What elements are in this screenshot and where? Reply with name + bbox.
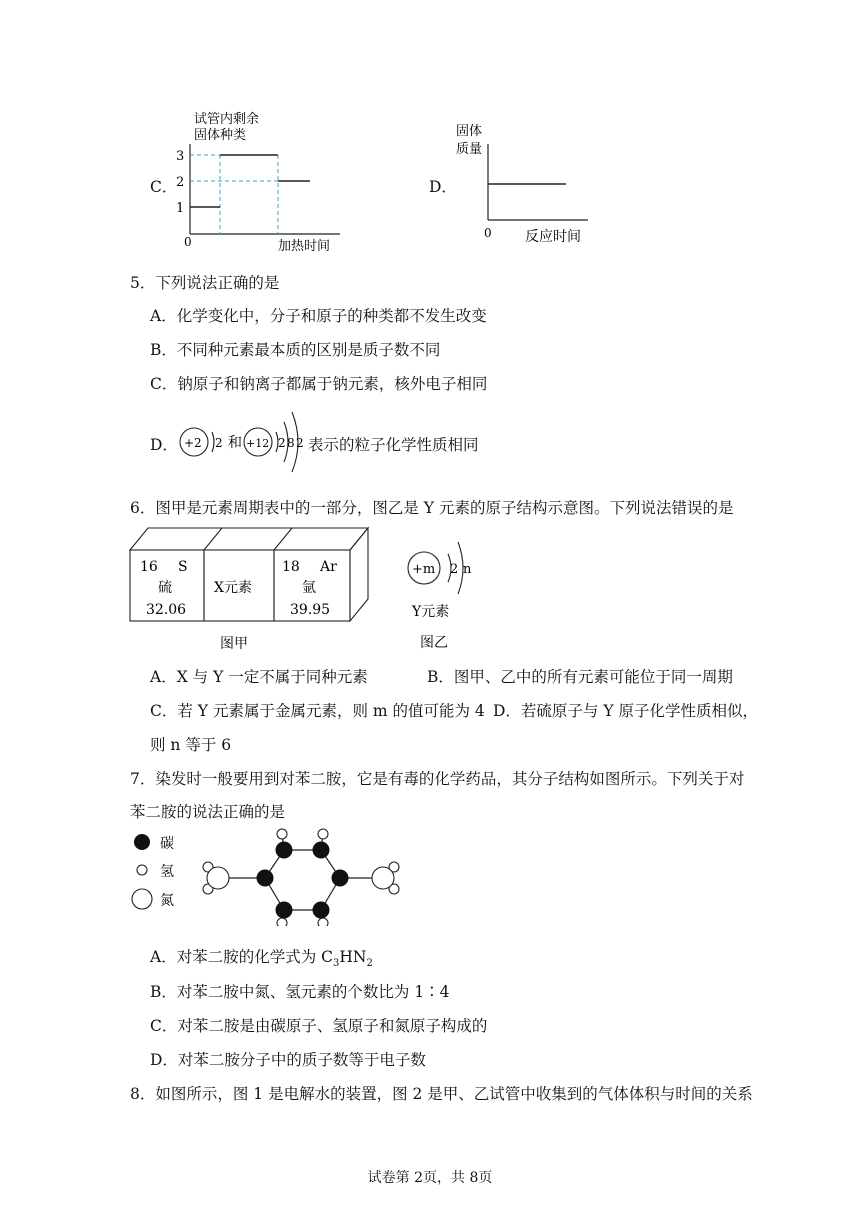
q5-option-d-tail: 表示的粒子化学性质相同: [308, 436, 479, 454]
q6-y-atom-diagram: [400, 528, 500, 656]
q6-periodic-table-fragment: [128, 526, 378, 656]
q5-atom2-shell-3: 2: [296, 436, 304, 450]
q6-option-b: B．图甲、乙中的所有元素可能位于同一周期: [427, 668, 733, 686]
cell3-mass: 39.95: [290, 602, 331, 618]
legend-nitrogen-dot: [132, 889, 152, 909]
graph-c-xlabel: 加热时间: [278, 239, 331, 254]
legend-carbon: 碳: [160, 836, 174, 852]
q7-option-d: D．对苯二胺分子中的质子数等于电子数: [150, 1051, 426, 1069]
q6-option-d-cont: 则 n 等于 6: [150, 736, 232, 754]
graph-d-ylabel-1: 固体: [456, 124, 483, 139]
graph-d-ylabel-2: 质量: [456, 142, 483, 157]
cell1-name: 硫: [158, 580, 172, 596]
q5-atom2-nucleus: +12: [246, 437, 270, 450]
cell3-name: 氩: [302, 580, 316, 596]
cell1-number: 16: [140, 559, 158, 575]
q7-stem-1: 7．染发时一般要用到对苯二胺，它是有毒的化学药品，其分子结构如图所示。下列关于对: [130, 770, 745, 788]
cell3-symbol: Ar: [320, 559, 337, 575]
molecule-bonds: [208, 834, 394, 924]
molecule-nitrogen-left: [207, 867, 229, 889]
cell2-name: X元素: [214, 580, 252, 596]
y-shell-1: 2: [450, 562, 459, 577]
y-shell-2: n: [463, 562, 472, 577]
legend-carbon-dot: [134, 834, 150, 850]
legend-hydrogen: 氢: [160, 864, 174, 880]
q5-option-a: A．化学变化中，分子和原子的种类都不发生改变: [150, 307, 487, 325]
caption-jia: 图甲: [220, 636, 248, 652]
option-d-label: D．: [429, 178, 457, 196]
graph-c-tick-1: 1: [176, 201, 185, 216]
q8-stem: 8．如图所示，图 1 是电解水的装置，图 2 是甲、乙试管中收集到的气体体积与时间的关系: [130, 1085, 753, 1103]
q5-option-c: C．钠原子和钠离子都属于钠元素，核外电子相同: [150, 375, 488, 393]
q5-atom1-shell: 2: [215, 436, 223, 450]
q5-option-d-label: D．: [150, 436, 178, 454]
graph-c-ylabel-1: 试管内剩余: [194, 112, 260, 127]
y-element-label: Y元素: [412, 604, 450, 620]
graph-c-tick-3: 3: [176, 149, 185, 164]
q5-stem: 5．下列说法正确的是: [130, 274, 280, 292]
q6-option-c: C．若 Y 元素属于金属元素，则 m 的值可能为 4: [150, 702, 485, 720]
q5-and: 和: [228, 435, 242, 451]
option-c-label: C．: [150, 178, 178, 196]
graph-c-origin: 0: [184, 235, 192, 249]
y-nucleus: +m: [412, 562, 436, 577]
legend-nitrogen: 氮: [160, 893, 174, 909]
q5-atom2-shell-1: 2: [278, 436, 286, 450]
q6-option-a: A．X 与 Y 一定不属于同种元素: [150, 668, 368, 686]
q7-option-c: C．对苯二胺是由碳原子、氢原子和氮原子构成的: [150, 1017, 488, 1035]
graph-c-ylabel-2: 固体种类: [194, 128, 247, 143]
q7-option-b: B．对苯二胺中氮、氢元素的个数比为 1∶4: [150, 983, 450, 1001]
legend-hydrogen-dot: [137, 865, 147, 875]
molecule-carbons: [257, 842, 349, 919]
graph-d-origin: 0: [484, 226, 492, 240]
q5-atom2-shell-2: 8: [287, 436, 295, 450]
graph-c-chart: [170, 108, 370, 256]
q5-atom-2: [244, 412, 304, 472]
graph-d-xlabel: 反应时间: [525, 229, 581, 245]
cell3-number: 18: [282, 559, 300, 575]
q6-option-d: D．若硫原子与 Y 原子化学性质相似，: [493, 702, 759, 720]
q7-molecule-structure: [128, 826, 418, 926]
q6-stem: 6．图甲是元素周期表中的一部分，图乙是 Y 元素的原子结构示意图。下列说法错误的是: [130, 499, 734, 517]
molecule-nitrogen-right: [372, 867, 394, 889]
cell1-mass: 32.06: [146, 602, 187, 618]
q5-atom1-nucleus: +2: [184, 436, 202, 450]
q7-stem-2: 苯二胺的说法正确的是: [130, 803, 286, 821]
graph-c-tick-2: 2: [176, 175, 185, 190]
graph-d-chart: [450, 120, 600, 248]
page-footer: 试卷第 2页，共 8页: [367, 1170, 493, 1186]
q5-option-b: B．不同种元素最本质的区别是质子数不同: [150, 341, 441, 359]
q5-atom-1: [180, 428, 223, 456]
cell1-symbol: S: [178, 559, 188, 575]
caption-yi: 图乙: [420, 635, 448, 651]
q5-atom-diagrams: [174, 406, 314, 476]
q7-option-a: A．对苯二胺的化学式为 $C_3HN_2$: [150, 948, 373, 970]
